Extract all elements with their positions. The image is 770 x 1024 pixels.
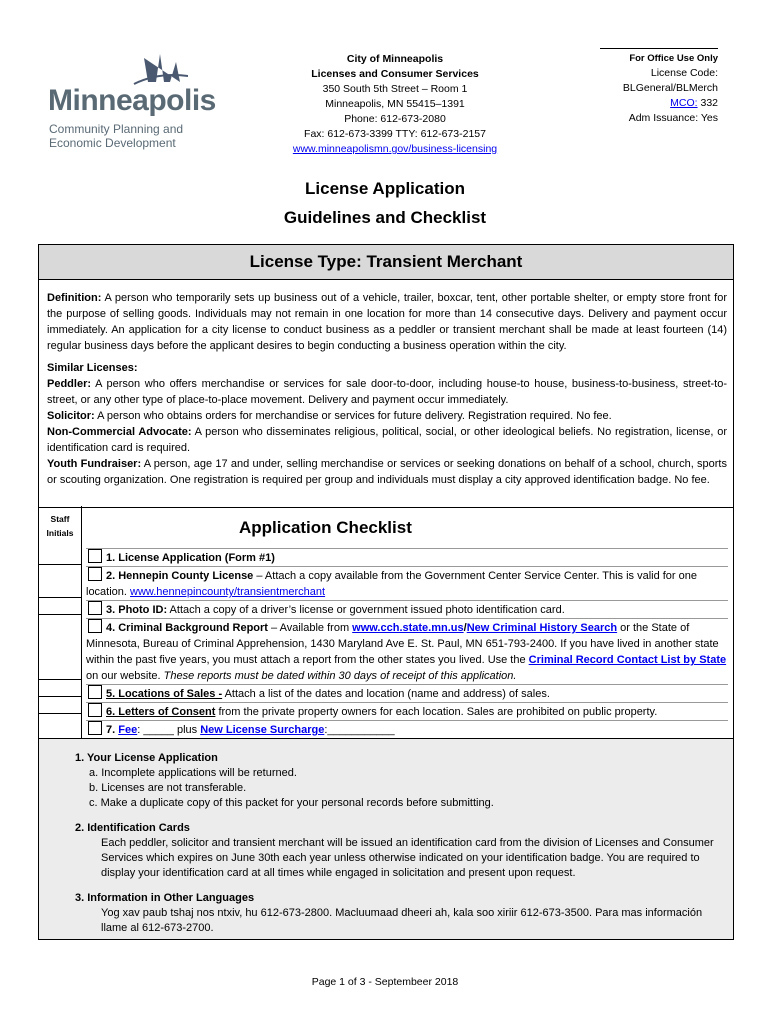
license-type-heading: License Type: Transient Merchant bbox=[39, 245, 733, 280]
website-link[interactable]: www.minneapolismn.gov/business-licensing bbox=[292, 143, 498, 155]
department-name: Licenses and Consumer Services bbox=[311, 68, 479, 80]
phone-line: Phone: 612-673-2080 bbox=[344, 113, 446, 125]
mco-value: 332 bbox=[697, 97, 718, 109]
logo-subtitle-1: Community Planning and bbox=[49, 122, 184, 136]
guideline-languages: 3. Information in Other Languages Yog xav paub tshaj nos ntxiv, hu 612-673-2800. Macluumaad dheeri ah, kala soo xiriir 612-673-3500. Para mas información llame al 612-673-2700. bbox=[75, 892, 703, 934]
similar-peddler: Peddler: A person who offers merchandise or services for sale door-to-door, including house-to house, business-to-business, street-to-street, or any other type of place-to-place movement. Delivery and payment occur immediately. bbox=[47, 378, 727, 406]
staff-initials-column bbox=[39, 506, 82, 738]
similar-licenses bbox=[47, 360, 727, 488]
title-line-2: Guidelines and Checklist bbox=[283, 208, 487, 227]
staff-initials-label: Staff Initials bbox=[46, 514, 74, 538]
office-use-box bbox=[600, 48, 718, 126]
checklist-item-7: 7. Fee: _____ plus New License Surcharge:___________ bbox=[86, 720, 728, 738]
page-footer: Page 1 of 3 - Septembeer 2018 bbox=[311, 976, 459, 988]
title-line-1: License Application bbox=[305, 179, 465, 198]
checklist-item-5: 5. Locations of Sales - Attach a list of the dates and location (name and address) of sales. bbox=[86, 684, 728, 702]
checkbox[interactable] bbox=[88, 601, 102, 615]
criminal-contact-link[interactable]: Criminal Record Contact List by State bbox=[528, 654, 727, 666]
logo-subtitle-2: Economic Development bbox=[49, 136, 176, 150]
similar-solicitor: Solicitor: A person who obtains orders for merchandise or services for future delivery. Registration required. No fee. bbox=[47, 410, 612, 422]
checklist-item-4: 4. Criminal Background Report – Available from www.cch.state.mn.us/New Criminal History Search or the State of Minnesota, Bureau of Criminal Apprehension, 1430 Maryland Ave E. St. Paul, MN 651-793-2400. If you have lived in another state within the past five years, you must attach a report from the other states you lived. Use the Criminal Record Contact List by State on our website. These reports must be dated within 30 days of receipt of this application. bbox=[86, 618, 728, 684]
mco-link[interactable]: MCO: bbox=[670, 97, 698, 109]
staff-initials-field[interactable] bbox=[39, 697, 81, 714]
similar-heading: Similar Licenses: bbox=[47, 362, 138, 374]
contact-block bbox=[250, 52, 540, 157]
checklist-item-1: 1. License Application (Form #1) bbox=[86, 548, 728, 566]
checklist-item-3: 3. Photo ID: Attach a copy of a driver’s license or government issued photo identification card. bbox=[86, 600, 728, 618]
criminal-history-link[interactable]: New Criminal History Search bbox=[466, 622, 618, 634]
cch-link[interactable]: www.cch.state.mn.us bbox=[352, 622, 464, 634]
staff-initials-field[interactable] bbox=[39, 548, 81, 565]
address-line-2: Minneapolis, MN 55415–1391 bbox=[325, 98, 465, 110]
checklist-section bbox=[38, 506, 734, 739]
staff-initials-field[interactable] bbox=[39, 680, 81, 697]
checkbox[interactable] bbox=[88, 703, 102, 717]
fee-link[interactable]: Fee bbox=[118, 724, 138, 736]
similar-advocate: Non-Commercial Advocate: A person who disseminates religious, political, social, or other ideological beliefs. No registration, license, or identification card is required. bbox=[47, 426, 727, 454]
staff-initials-field[interactable] bbox=[39, 714, 81, 730]
checkbox[interactable] bbox=[88, 685, 102, 699]
staff-initials-field[interactable] bbox=[39, 565, 81, 598]
surcharge-link[interactable]: New License Surcharge bbox=[200, 724, 325, 736]
checkbox[interactable] bbox=[88, 721, 102, 735]
checkbox[interactable] bbox=[88, 549, 102, 563]
license-type-section bbox=[38, 244, 734, 508]
checkbox[interactable] bbox=[88, 567, 102, 581]
license-code: License Code: bbox=[650, 67, 718, 79]
minneapolis-logo bbox=[48, 52, 216, 152]
checklist-item-6: 6. Letters of Consent from the private property owners for each location. Sales are prohibited on public property. bbox=[86, 702, 728, 720]
fax-line: Fax: 612-673-3399 TTY: 612-673-2157 bbox=[304, 128, 486, 140]
similar-youth: Youth Fundraiser: A person, age 17 and under, selling merchandise or services or seeking donations on behalf of a school, church, sports or scouting organization. One registration is required per group and individuals must display a city approved identification badge. No fee. bbox=[47, 458, 727, 486]
guideline-application: 1. Your License Application a. Incomplete applications will be returned. b. Licenses are not transferable. c. Make a duplicate copy of this packet for your personal records before submitting. bbox=[75, 752, 494, 809]
office-use-title: For Office Use Only bbox=[600, 48, 718, 66]
address-line-1: 350 South 5th Street – Room 1 bbox=[322, 83, 468, 95]
logo-wordmark: Minneapolis bbox=[48, 84, 216, 117]
bl-code: BLGeneral/BLMerch bbox=[622, 82, 718, 94]
staff-initials-field[interactable] bbox=[39, 615, 81, 680]
hennepin-link[interactable]: www.hennepincounty/transientmerchant bbox=[130, 586, 326, 598]
guidelines-section bbox=[38, 738, 734, 940]
checklist-item-2: 2. Hennepin County License – Attach a copy available from the Government Center Service Center. This is valid for one location. www.hennepincounty/transientmerchant bbox=[86, 566, 728, 600]
document-title bbox=[0, 174, 770, 232]
checkbox[interactable] bbox=[88, 619, 102, 633]
guideline-id-cards: 2. Identification Cards Each peddler, solicitor and transient merchant will be issued an identification card from the division of Licenses and Consumer Services which expires on June 30th each year unless otherwise indicated on your identification badge. You are required to display your identification card at all times while engaged in solicitation and present upon request. bbox=[75, 822, 714, 879]
adm-issuance: Adm Issuance: Yes bbox=[628, 112, 718, 124]
staff-initials-field[interactable] bbox=[39, 598, 81, 615]
definition-paragraph: Definition: A person who temporarily sets up business out of a vehicle, trailer, boxcar, tent, other portable shelter, or empty store front for the purpose of selling goods. Individuals may not remain in one location for more than 14 consecutive days. Delivery and payment occur immediately. An application for a city license to conduct business as a peddler or transient merchant shall be made at least fourteen (14) regular business days before the applicant desires to begin conducting a business operation within the city. bbox=[47, 292, 727, 352]
checklist-title: Application Checklist bbox=[239, 518, 412, 537]
city-name: City of Minneapolis bbox=[346, 53, 444, 65]
